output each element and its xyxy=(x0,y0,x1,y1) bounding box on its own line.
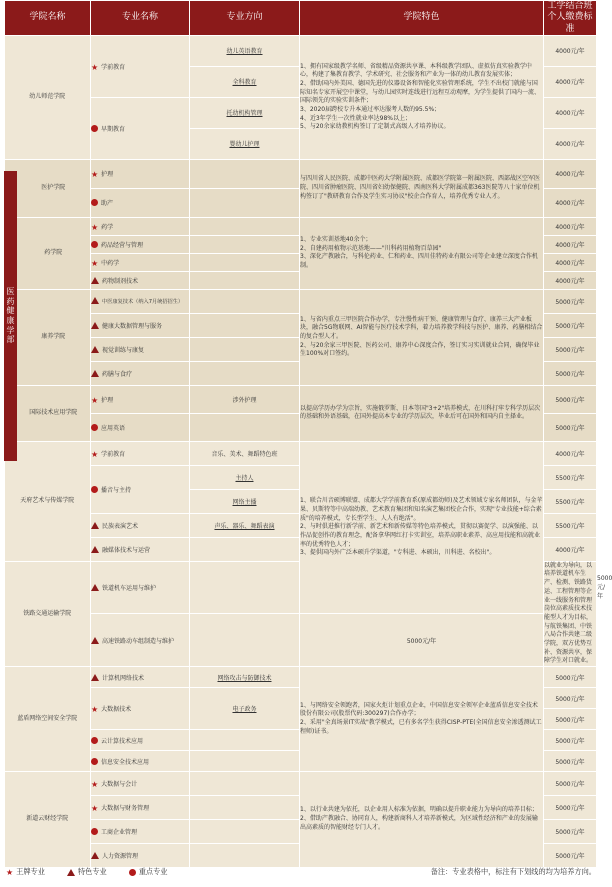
direction-cell xyxy=(190,337,300,361)
direction-cell xyxy=(190,820,300,844)
college-name: 康养学院 xyxy=(5,289,91,385)
fee-cell: 4000元/年 xyxy=(544,441,597,465)
college-feature: 1、拥有国家级教学名师、省级精品资源共享课、本科级教学团队、虚拟仿真实验教学中心，构建了集教育教学、学术研究、社会服务和产业为一体的幼儿教育发展实体； 2、借助国内外美国、德国先进的仪器设备和智能化实验管理系统，学生不出校门就能与国际知名专家开展空中课堂，与幼儿园实时连线进行远程互动观摩，为学生提供了国内一流、国际领先的实验实训条件； 3、2020届跨校专升本通过率达服考人数的95.5%； 4、近3年学生一次性就业率达98%以上； 5、与20余家幼教机构签订了定制式高级人才培养协议。 xyxy=(300,35,544,159)
triangle-icon xyxy=(91,346,99,353)
fee-cell: 5000元/年 xyxy=(544,772,597,796)
triangle-icon xyxy=(91,637,99,644)
fee-cell: 4000元/年 xyxy=(544,159,597,188)
direction-cell xyxy=(190,188,300,217)
fee-cell: 5000元/年 xyxy=(544,820,597,844)
table-header xyxy=(5,1,597,36)
major-cell: 助产 xyxy=(91,188,190,217)
direction-cell: 网络主播 xyxy=(190,489,300,513)
direction-cell: 托幼机构管理 xyxy=(190,97,300,128)
fee-cell: 5500元/年 xyxy=(544,465,597,489)
college-name: 天府艺术与传媒学院 xyxy=(5,441,91,561)
dot-icon xyxy=(91,125,98,132)
major-cell: 视觉训练与康复 xyxy=(91,337,190,361)
college-feature: 1、与网络安全领跑者，国家火炬计划重点企业，中国信息安全领军企业蓝盾信息安全技术股份有限公司(股票代码:300297)合作办学； 2、采用"全真场景IT实战"教学模式，已有多名学生获得CISP-PTE(全国信息安全渗透测试工程师)证书。 xyxy=(300,667,544,772)
fee-cell: 5500元/年 xyxy=(544,489,597,513)
major-cell: 工商企业管理 xyxy=(91,820,190,844)
star-icon: ★ xyxy=(91,804,99,813)
fee-cell: 5000元/年 xyxy=(544,413,597,441)
major-cell: 云计算技术应用 xyxy=(91,730,190,751)
star-icon: ★ xyxy=(6,867,14,877)
major-cell: ★ 护理 xyxy=(91,385,190,413)
dot-icon xyxy=(91,199,98,206)
triangle-icon xyxy=(91,522,99,529)
fee-cell: 5000元/年 xyxy=(544,844,597,868)
direction-cell xyxy=(190,730,300,751)
college-feature: 以就业为导向，以培养铁道机车生产、检测、铁路货运、工程管理等企业一线服务和管理岗位高素质技术技能型人才为目标，与航铁集团、中铁八局合作共建二级学院，双方优势互补、资源共享，保障学生对口就业。 xyxy=(544,561,597,666)
direction-cell xyxy=(190,313,300,337)
fee-cell: 4000元/年 xyxy=(544,97,597,128)
major-cell: ★ 学前教育 xyxy=(91,441,190,465)
major-cell: 人力资源管理 xyxy=(91,844,190,868)
fee-cell: 5000元/年 xyxy=(544,313,597,337)
dot-icon xyxy=(91,828,98,835)
fee-cell: 5500元/年 xyxy=(544,513,597,537)
college-name: 蓝盾网络空间安全学院 xyxy=(5,667,91,772)
table-row xyxy=(5,289,597,313)
fee-cell: 5000元/年 xyxy=(544,751,597,772)
direction-cell: 幼儿英语教育 xyxy=(190,35,300,66)
major-cell: 健康大数据管理与服务 xyxy=(91,313,190,337)
fee-cell: 4000元/年 xyxy=(544,217,597,235)
direction-cell xyxy=(190,537,300,561)
direction-cell xyxy=(190,561,300,614)
table-row xyxy=(5,217,597,235)
direction-cell xyxy=(190,413,300,441)
major-cell: 药品经营与管理 xyxy=(91,235,190,253)
direction-cell xyxy=(190,772,300,796)
college-name: 幼儿师范学院 xyxy=(5,35,91,159)
table-row: 铁路交通运输学院 铁道机车运用与维护 以就业为导向，以培养铁道机车生产、检测、铁路货运、工程管理等企业一线服务和管理岗位高素质技术技能型人才为目标，与航铁集团、中铁八局合作共建二级学院，双方优势互补、资源共享，保障学生对口就业。 5000元/年 xyxy=(5,561,597,614)
triangle-icon xyxy=(91,297,99,304)
star-icon: ★ xyxy=(91,258,99,268)
header-direction: 专业方向 xyxy=(190,1,300,36)
major-cell: ★ 护理 xyxy=(91,159,190,188)
college-name: 医护学院 xyxy=(5,159,91,217)
header-fee: 工学结合班 个人缴费标准 xyxy=(544,1,597,36)
college-name: 药学院 xyxy=(5,217,91,289)
triangle-icon xyxy=(91,322,99,329)
direction-cell xyxy=(190,289,300,313)
table-row xyxy=(5,385,597,413)
direction-cell xyxy=(190,614,300,667)
fee-cell: 4000元/年 xyxy=(544,235,597,253)
dot-icon xyxy=(129,869,136,876)
direction-cell xyxy=(190,361,300,385)
major-cell: ★ 药学 xyxy=(91,217,190,235)
major-cell: ★ 大数据与财务管理 xyxy=(91,796,190,820)
direction-cell xyxy=(190,271,300,289)
star-icon: ★ xyxy=(91,170,99,180)
triangle-icon xyxy=(91,852,99,859)
fee-cell: 4000元/年 xyxy=(544,66,597,97)
table-row xyxy=(5,159,597,188)
college-feature: 1、专业实训基地40余个； 2、自建药用植物示范基地——"川科药用植物百草园" 3、深化产教融合，与科伦药业、仁和药业、四川佳特药业有限公司等企业建立深度合作机制。 xyxy=(300,217,544,289)
fee-cell: 4000元/年 xyxy=(544,35,597,66)
dot-icon xyxy=(91,758,98,765)
table-row xyxy=(5,614,597,667)
major-table xyxy=(4,0,612,868)
major-cell: 药物制剂技术 xyxy=(91,271,190,289)
college-feature: 与四川省人民医院、成都中医药大学附属医院、成都医学院第一附属医院、西部战区空军医院、四川省肿瘤医院、四川省妇幼保健院、西南医科大学附属成都363医院等八十家单位机构签订了"教研教育合作及学生实习协议"校企合作育人，培养优秀专业人才。 xyxy=(300,159,544,217)
major-cell: 药膳与食疗 xyxy=(91,361,190,385)
fee-cell: 4000元/年 xyxy=(544,128,597,159)
star-icon: ★ xyxy=(91,395,99,405)
major-cell: ★ 大数据与会计 xyxy=(91,772,190,796)
direction-cell: 电子政务 xyxy=(190,688,300,730)
star-icon: ★ xyxy=(91,222,99,232)
legend-dot: 重点专业 xyxy=(129,867,168,877)
fee-cell: 5000元/年 xyxy=(544,337,597,361)
dot-icon xyxy=(91,424,98,431)
medical-health-division-label: 医药健康学部 xyxy=(4,171,17,461)
major-cell: ★ 中药学 xyxy=(91,253,190,271)
major-cell: 铁道机车运用与维护 xyxy=(91,561,190,614)
college-name: 铁路交通运输学院 xyxy=(5,561,91,666)
dot-icon xyxy=(91,486,98,493)
college-feature: 1、联合川音硕博联盟、成都大学学前教育系(原成都幼师)及艺术领域专家名师团队，与金苹果、贝斯特等中高端幼教、艺术教育集团和知名演艺集团校企合作，实现"专业技能+综合素质"的培养模式，专长型学生、人人有绝活"。 2、与时俱进推行新学前、新艺术和新传媒等特色培养模式，贯彻以赛促学、以演强能、以作品促创作的教育理念，配备拿华网红打卡实训室，培养高职业素养、高应用技能和高就业率的优秀特色人才； 3、提供国内外广泛本硕升学渠道，"专科进、本硕出，川科进、名校出"。 xyxy=(300,441,544,614)
triangle-icon xyxy=(91,584,99,591)
major-cell: 信息安全技术应用 xyxy=(91,751,190,772)
fee-cell: 5000元/年 xyxy=(544,385,597,413)
major-cell: 中医康复技术（纳入7月统招招生） xyxy=(91,289,190,313)
header-college: 学院名称 xyxy=(5,1,91,36)
star-icon: ★ xyxy=(91,780,99,789)
star-icon: ★ xyxy=(91,705,99,714)
fee-cell: 5000元/年 xyxy=(544,730,597,751)
fee-cell: 5000元/年 xyxy=(544,709,597,730)
legend-star: ★ 王牌专业 xyxy=(6,867,45,877)
direction-cell xyxy=(190,235,300,253)
direction-cell xyxy=(190,253,300,271)
triangle-icon xyxy=(91,546,99,553)
fee-cell: 5000元/年 xyxy=(544,667,597,688)
direction-cell: 全科教育 xyxy=(190,66,300,97)
fee-cell: 5000元/年 xyxy=(544,361,597,385)
major-cell: 计算机网络技术 xyxy=(91,667,190,688)
direction-cell xyxy=(190,844,300,868)
dot-icon xyxy=(91,241,98,248)
fee-cell: 5000元/年 xyxy=(544,289,597,313)
legend xyxy=(6,867,596,877)
triangle-icon xyxy=(91,370,99,377)
major-cell: 播音与主持 xyxy=(91,465,190,513)
triangle-icon xyxy=(91,277,99,284)
college-name: 新道云财经学院 xyxy=(5,772,91,868)
direction-cell xyxy=(190,217,300,235)
header-major: 专业名称 xyxy=(91,1,190,36)
major-cell: 民族表演艺术 xyxy=(91,513,190,537)
direction-cell: 涉外护理 xyxy=(190,385,300,413)
major-cell: 应用英语 xyxy=(91,413,190,441)
college-feature: 以提高学历办学为宗旨，实施俄罗斯、日本等国"3+2"培养模式，在川科打牢专科学历层次的基础和外语基础，在国外提高本专业的学历层次，毕业后可在国外和国内自主择业。 xyxy=(300,385,544,441)
fee-cell: 4000元/年 xyxy=(544,271,597,289)
fee-cell: 5000元/年 xyxy=(544,796,597,820)
major-cell: 融媒体技术与运营 xyxy=(91,537,190,561)
direction-cell: 婴幼儿护理 xyxy=(190,128,300,159)
major-cell: ★ 大数据技术 xyxy=(91,688,190,730)
star-icon: ★ xyxy=(91,62,99,72)
legend-note: 备注：专业表格中，标注有下划线的均为培养方向。 xyxy=(430,867,596,876)
table-row xyxy=(5,667,597,688)
header-feature: 学院特色 xyxy=(300,1,544,36)
direction-cell xyxy=(190,796,300,820)
major-cell: 早期教育 xyxy=(91,97,190,159)
fee-cell: 5000元/年 xyxy=(544,688,597,709)
star-icon: ★ xyxy=(91,449,99,459)
table-row xyxy=(5,35,597,66)
direction-cell xyxy=(190,159,300,188)
fee-cell: 4000元/年 xyxy=(544,253,597,271)
college-name: 国际技术应用学院 xyxy=(5,385,91,441)
college-feature: 1、与省内重点三甲医院合作办学，专注慢性病干预、健康管理与食疗、康养三大产业板块，融合5G物联网、AI智能与医疗技术学科，着力培养教学科技与医护、康养、药膳相结合的复合型人才。 2、与20余家三甲医院、医药公司、康养中心深度合作，签订实习实训就业合同，确保毕业生100%对口签约。 xyxy=(300,289,544,385)
fee-cell: 4000元/年 xyxy=(544,188,597,217)
major-cell: 高速铁路动车组制造与维护 xyxy=(91,614,190,667)
direction-cell: 音乐、美术、舞蹈特色班 xyxy=(190,441,300,465)
fee-cell: 4000元/年 xyxy=(544,537,597,561)
fee-cell: 5000元/年 xyxy=(300,614,544,667)
direction-cell: 网络攻击与防御技术 xyxy=(190,667,300,688)
college-feature: 1、以行业共建为依托，以企业用人标准为依据，明确以提升职业能力为导向的培养目标； 2、借助产教融合、协同育人，构建新商科人才培养新模式，为区域性经济和产业的发展输出高素质的智能财经专门人才。 xyxy=(300,772,544,868)
table-row xyxy=(5,772,597,796)
triangle-icon xyxy=(91,674,99,681)
direction-cell: 声乐、器乐、舞蹈表演 xyxy=(190,513,300,537)
direction-cell xyxy=(190,751,300,772)
triangle-icon xyxy=(67,869,75,876)
table-row xyxy=(5,441,597,465)
major-cell: ★ 学前教育 xyxy=(91,35,190,97)
dot-icon xyxy=(91,737,98,744)
direction-cell: 主持人 xyxy=(190,465,300,489)
legend-triangle: 特色专业 xyxy=(67,867,107,877)
